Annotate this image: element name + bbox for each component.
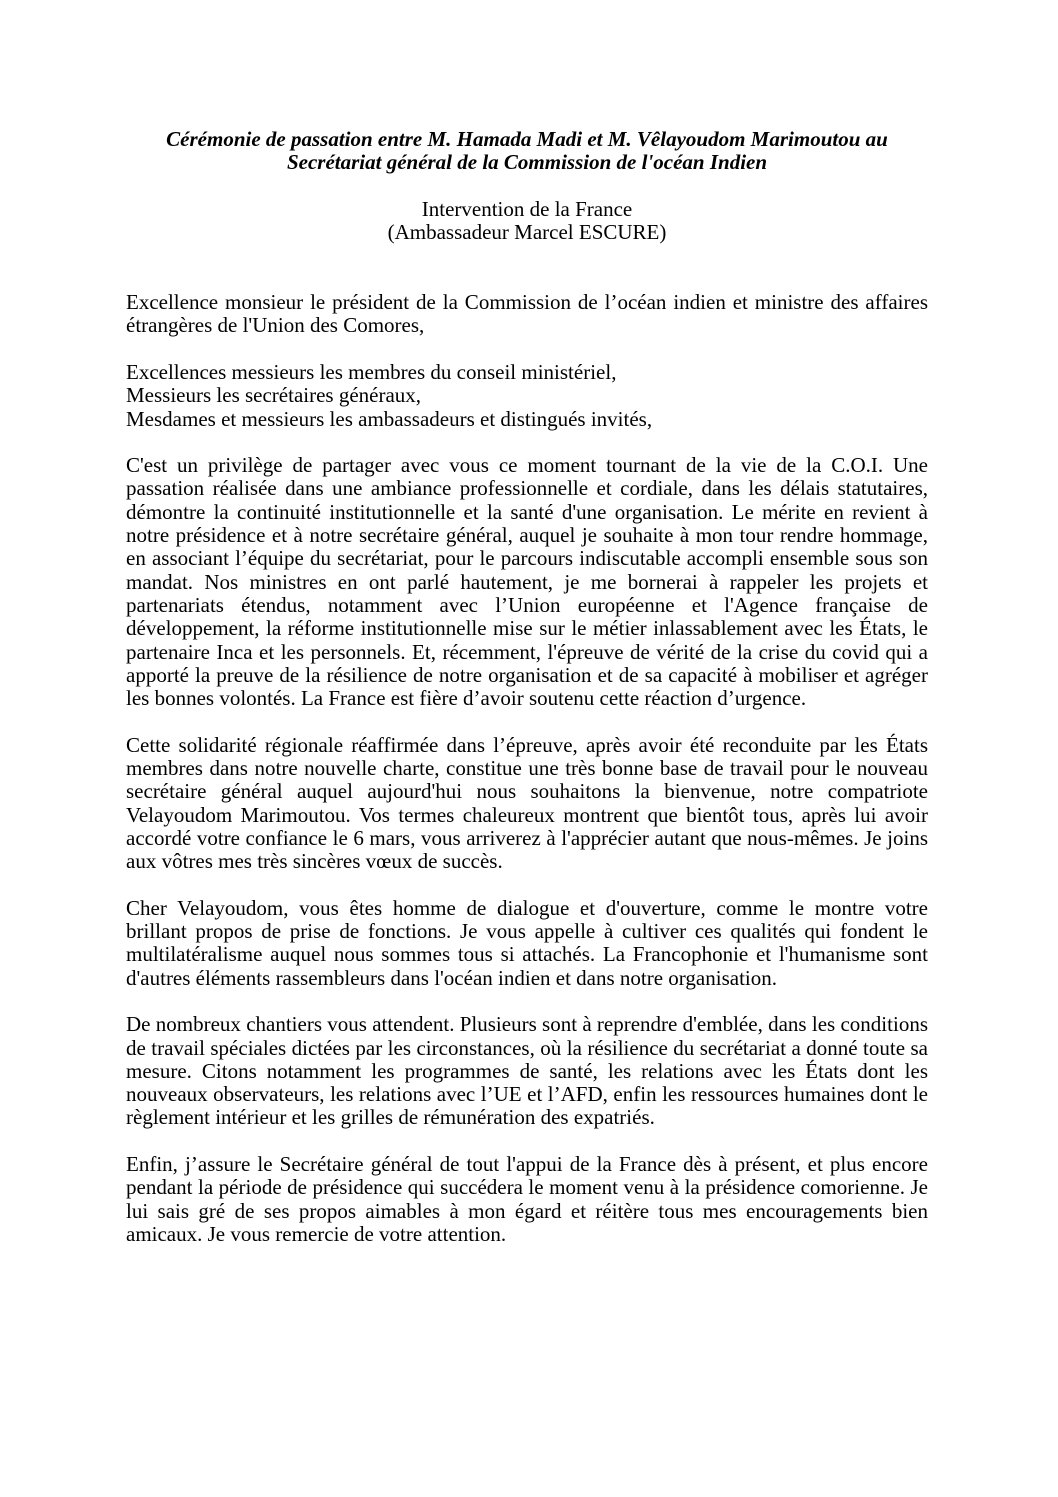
body-paragraph-2: Cette solidarité régionale réaffirmée dans l’épreuve, après avoir été reconduite par les États membres dans notre nouvelle charte, constitue une très bonne base de travail pour le nouveau secrétaire général auquel aujourd'hui nous souhaitons la bienvenue, notre compatriote Velayoudom Marimoutou. Vos termes chaleureux montrent que bientôt tous, après lui avoir accordé votre confiance le 6 mars, vous arriverez à l'apprécier autant que nous-mêmes. Je joins aux vôtres mes très sincères vœux de succès. [126, 732, 928, 874]
salutation-line-2: Messieurs les secrétaires généraux, [126, 383, 422, 408]
salutation-paragraph: Excellence monsieur le président de la Commission de l’océan indien et ministre des affaires étrangères de l'Union des Comores, [126, 290, 928, 338]
body-paragraph-4: De nombreux chantiers vous attendent. Plusieurs sont à reprendre d'emblée, dans les conditions de travail spéciales dictées par les circonstances, où la résilience du secrétariat a donné toute sa mesure. Citons notamment les programmes de santé, les relations avec les États dont les nouveaux observateurs, les relations avec l’UE et l’AFD, enfin les ressources humaines dont le règlement intérieur et les grilles de rémunération des expatriés. [126, 1012, 928, 1130]
title-line-1: Cérémonie de passation entre M. Hamada Madi et M. Vêlayoudom Marimoutou au [166, 127, 888, 151]
salutation-lines [126, 361, 928, 431]
body-paragraph-5: Enfin, j’assure le Secrétaire général de tout l'appui de la France dès à présent, et plus encore pendant la période de présidence qui succédera le moment venu à la présidence comorienne. Je lui sais gré de ses propos aimables à mon égard et réitère tous mes encouragements bien amicaux. Je vous remercie de votre attention. [126, 1152, 928, 1246]
body-paragraph-3: Cher Velayoudom, vous êtes homme de dialogue et d'ouverture, comme le montre votre brillant propos de prise de fonctions. Je vous appelle à cultiver ces qualités qui fondent le multilatéralisme auquel nous sommes tous si attachés. La Francophonie et l'humanisme sont d'autres éléments rassembleurs dans l'océan indien et dans notre organisation. [126, 895, 928, 990]
document-title [126, 128, 928, 175]
subtitle-line-1: Intervention de la France [421, 196, 633, 221]
body-paragraph-1: C'est un privilège de partager avec vous ce moment tournant de la vie de la C.O.I. Une passation réalisée dans une ambiance professionnelle et cordiale, dans les délais statutaires, démontre la continuité institutionnelle et la santé d'une organisation. Le mérite en revient à notre présidence et à notre secrétaire général, auquel je souhaite à mon tour rendre hommage, en associant l’équipe du secrétariat, pour le parcours indiscutable accompli ensemble sous son mandat. Nos ministres en ont parlé hautement, je me bornerai à rappeler les projets et partenariats étendus, notamment avec l’Union européenne et l'Agence française de développement, la réforme institutionnelle mise sur le métier inlassablement avec les États, le partenaire Inca et les personnels. Et, récemment, l'épreuve de vérité de la crise du covid qui a apporté la preuve de la résilience de notre organisation et de sa capacité à mobiliser et agréger les bonnes volontés. La France est fière d’avoir soutenu cette réaction d’urgence. [126, 453, 928, 711]
salutation-line-3: Mesdames et messieurs les ambassadeurs et distingués invités, [126, 406, 653, 431]
salutation-line-1: Excellences messieurs les membres du conseil ministériel, [126, 359, 617, 384]
document-subtitle [126, 198, 928, 245]
title-line-2: Secrétariat général de la Commission de l'océan Indien [286, 150, 768, 175]
subtitle-line-2: (Ambassadeur Marcel ESCURE) [387, 220, 667, 245]
